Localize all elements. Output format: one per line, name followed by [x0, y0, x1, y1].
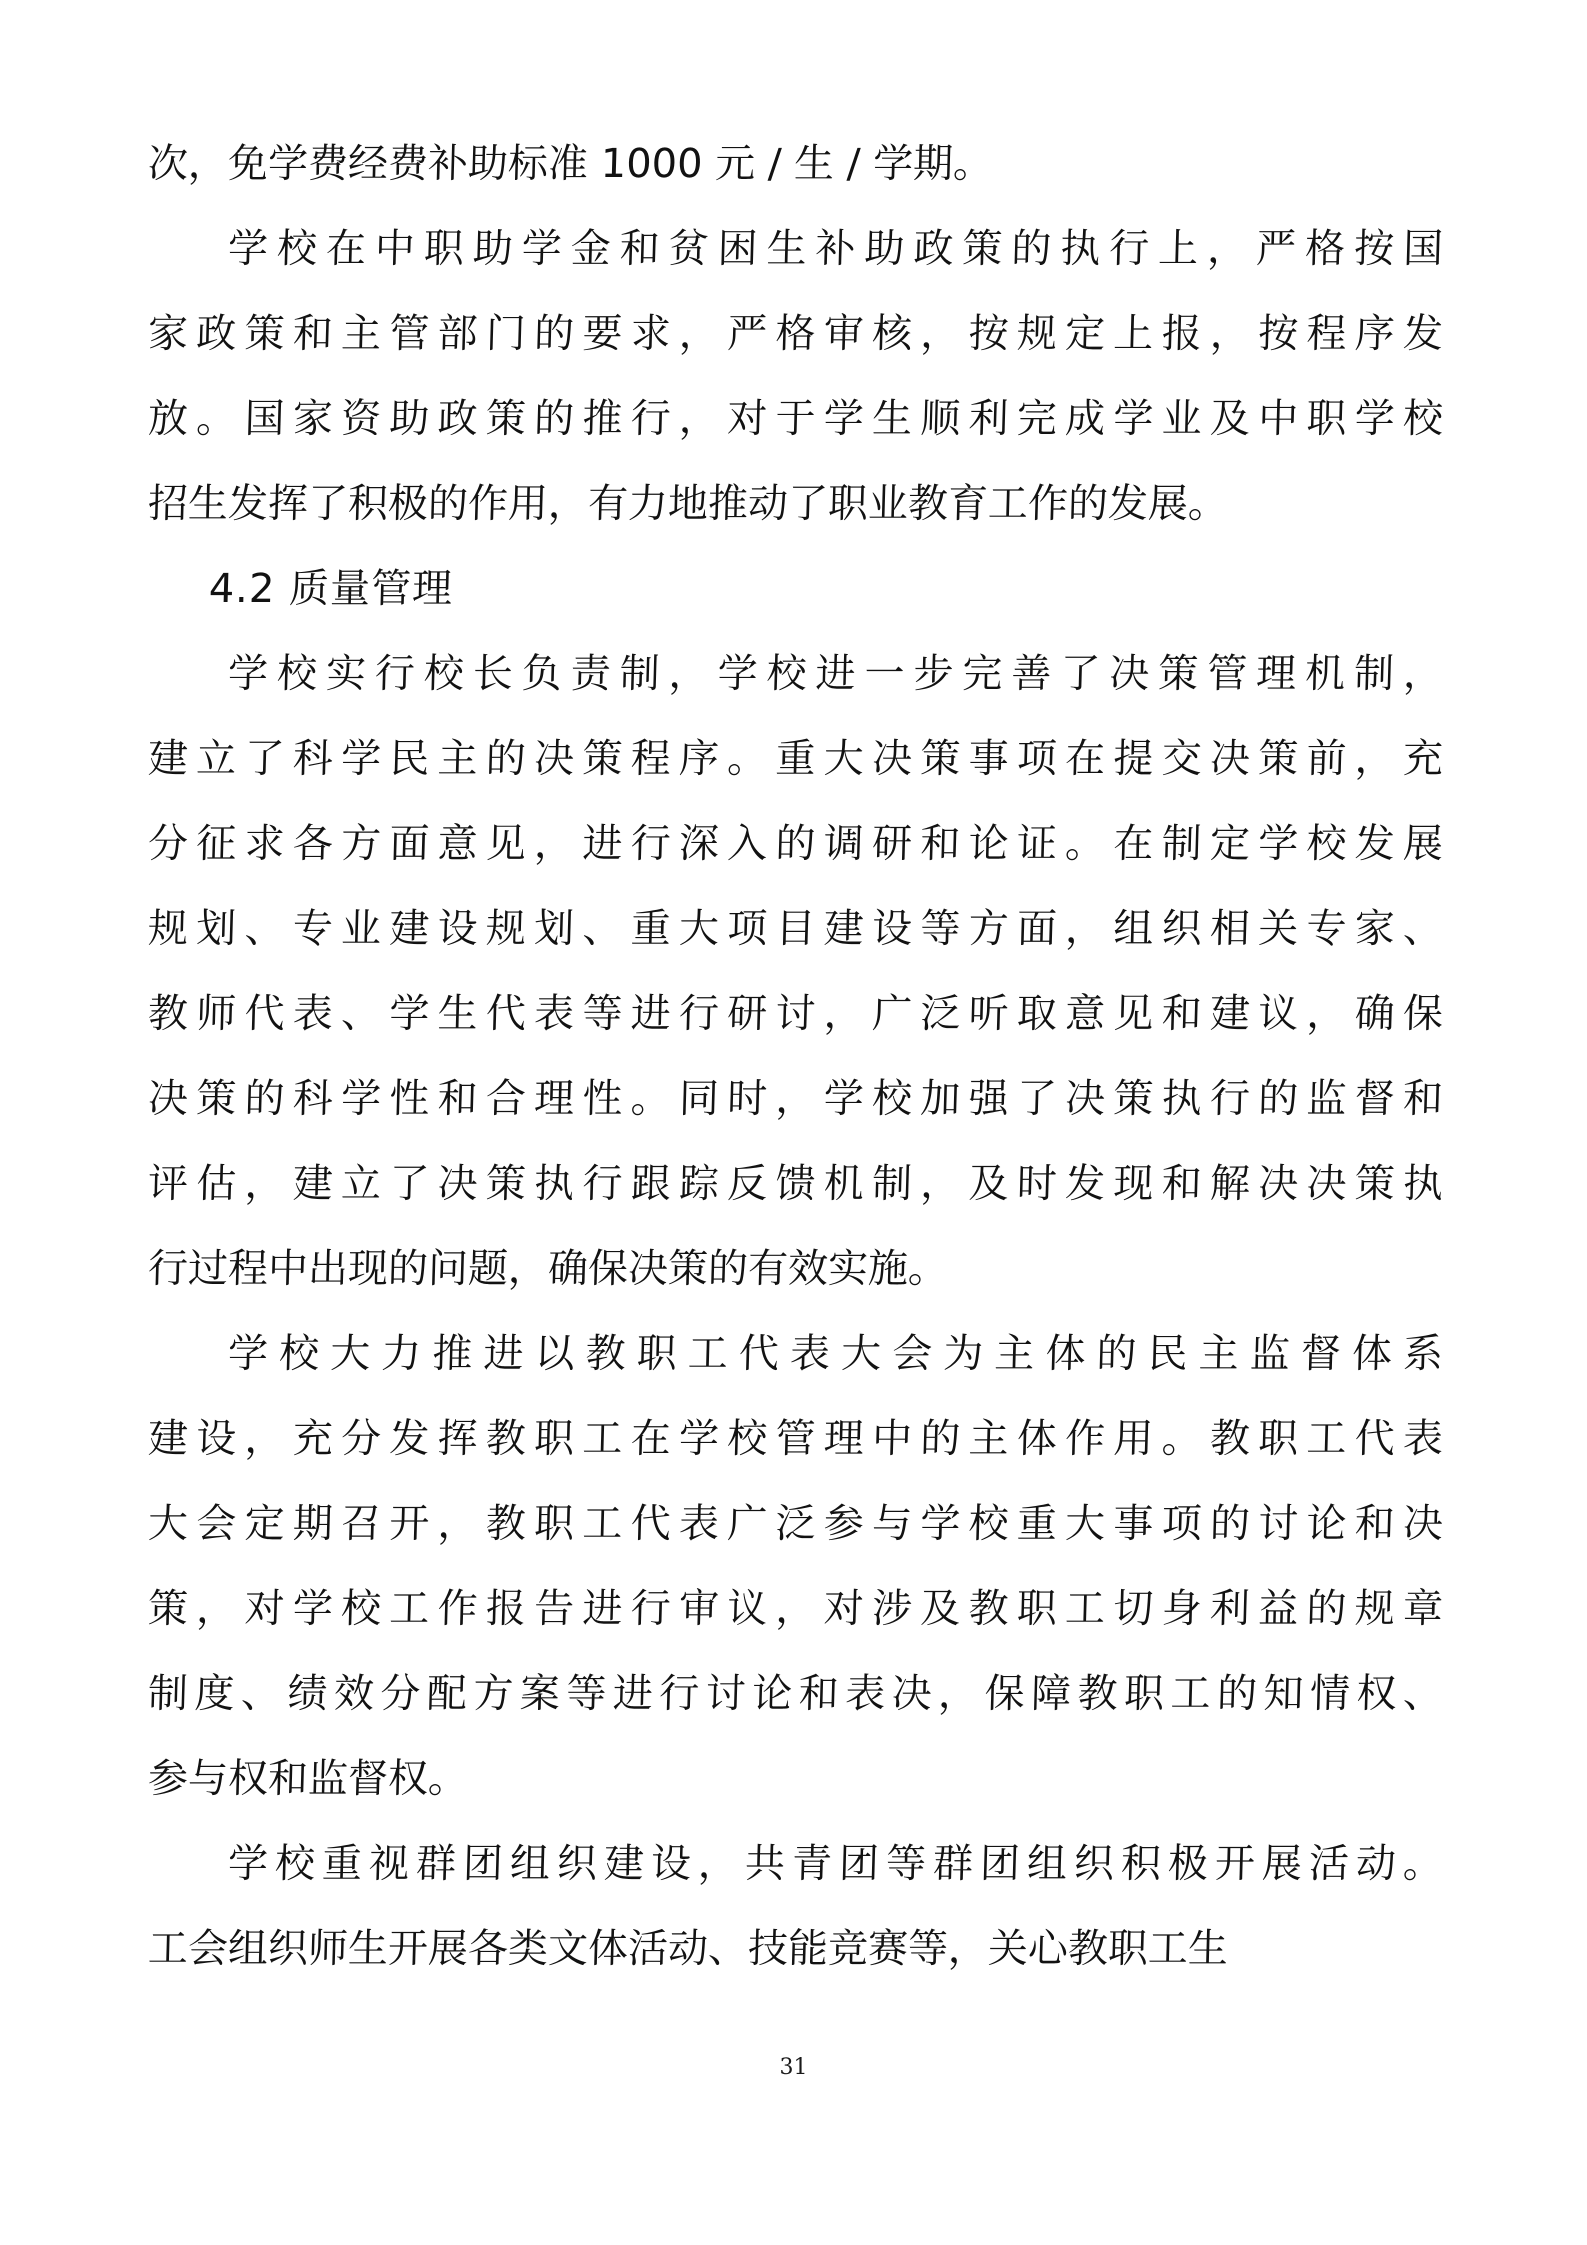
- text-line: 教师代表、学生代表等进行研讨，广泛听取意见和建议，确保: [147, 991, 1452, 1037]
- paragraph-democratic-supervision: [147, 1312, 1455, 1822]
- paragraph-funding-policy: [147, 207, 1453, 547]
- text-line: 建立了科学民主的决策程序。重大决策事项在提交决策前，充: [147, 736, 1452, 782]
- text-line: 参与权和监督权。: [147, 1756, 469, 1802]
- paragraph-decision-management: [147, 632, 1453, 1312]
- text-line: 规划、专业建设规划、重大项目建设等方面，组织相关专家、: [147, 906, 1452, 952]
- text-line: 策，对学校工作报告进行审议，对涉及教职工切身利益的规章: [147, 1586, 1452, 1632]
- text-line: 评估，建立了决策执行跟踪反馈机制，及时发现和解决决策执: [147, 1161, 1452, 1207]
- text-line: 学校实行校长负责制，学校进一步完善了决策管理机制，: [227, 651, 1453, 697]
- text-line: 学校大力推进以教职工代表大会为主体的民主监督体系: [227, 1331, 1455, 1377]
- text-line: 决策的科学性和合理性。同时，学校加强了决策执行的监督和: [147, 1076, 1452, 1122]
- section-heading-4-2: 4.2 质量管理: [208, 566, 454, 612]
- text-line: 学校重视群团组织建设，共青团等群团组织积极开展活动。: [227, 1841, 1451, 1887]
- text-line: 建设，充分发挥教职工在学校管理中的主体作用。教职工代表: [147, 1416, 1452, 1462]
- text-line: 制度、绩效分配方案等进行讨论和表决，保障教职工的知情权、: [147, 1671, 1451, 1717]
- text-line: 学校在中职助学金和贫困生补助政策的执行上，严格按国: [227, 226, 1453, 272]
- text-line: 家政策和主管部门的要求，严格审核，按规定上报，按程序发: [147, 311, 1452, 357]
- paragraph-subsidy-continuation: [148, 122, 1443, 207]
- text-line: 次，免学费经费补助标准 1000 元 / 生 / 学期。: [147, 141, 994, 187]
- paragraph-mass-organization: [147, 1822, 1451, 1992]
- text-line: 放。国家资助政策的推行，对于学生顺利完成学业及中职学校: [147, 396, 1452, 442]
- text-line: 大会定期召开，教职工代表广泛参与学校重大事项的讨论和决: [147, 1501, 1452, 1547]
- text-line: 行过程中出现的问题，确保决策的有效实施。: [147, 1246, 949, 1292]
- text-line: 招生发挥了积极的作用，有力地推动了职业教育工作的发展。: [147, 481, 1229, 527]
- page-number: 31: [779, 2055, 808, 2080]
- text-line: 工会组织师生开展各类文体活动、技能竞赛等，关心教职工生: [147, 1926, 1229, 1972]
- text-line: 分征求各方面意见，进行深入的调研和论证。在制定学校发展: [147, 821, 1452, 867]
- page-text-body: [147, 122, 1455, 1992]
